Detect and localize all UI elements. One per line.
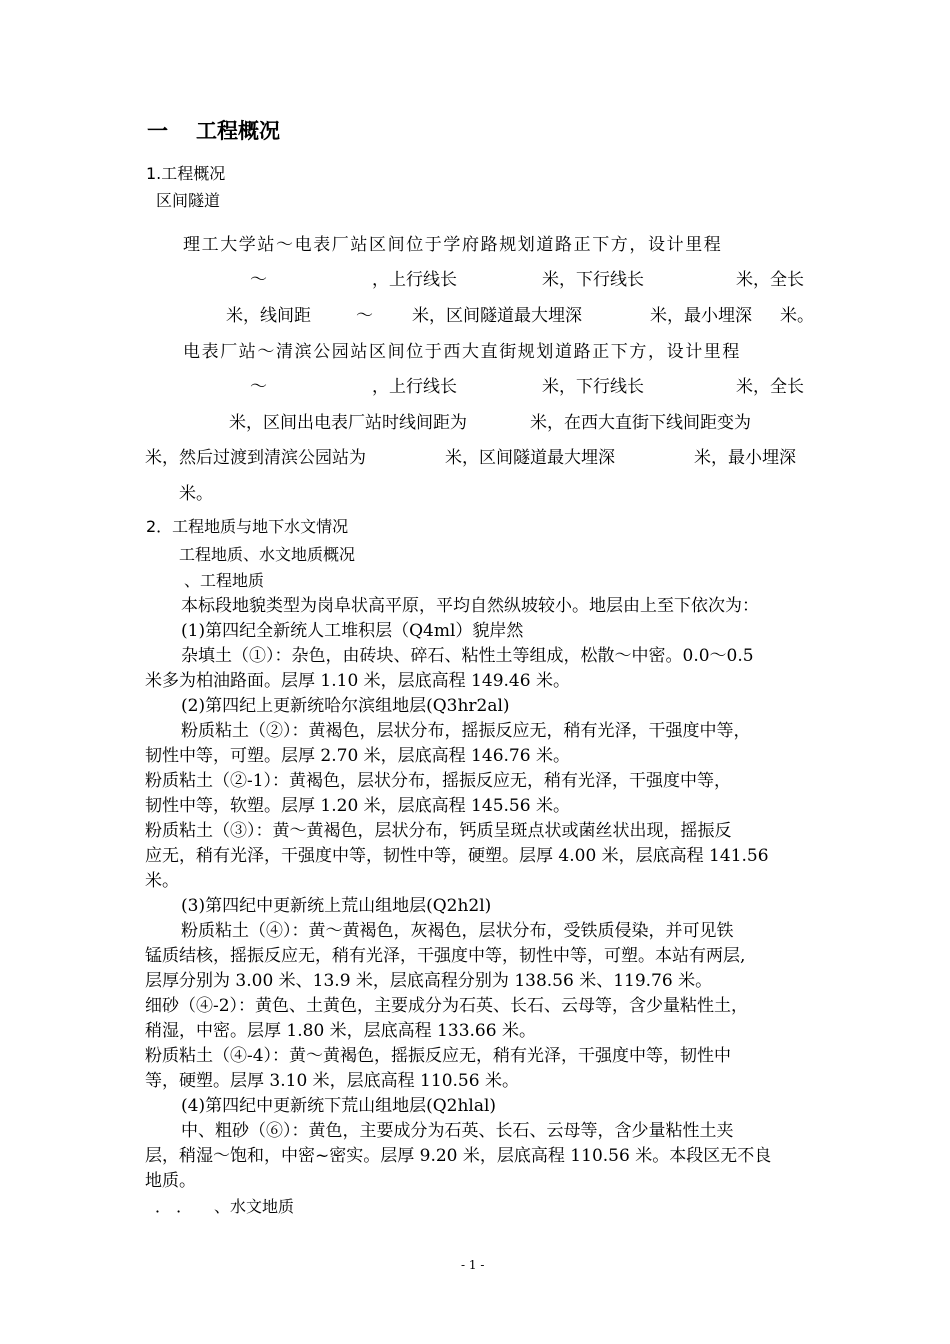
p2-line1: 电表厂站～清滨公园站区间位于西大直街规划道路正下方，设计里程	[183, 342, 741, 362]
p2-line3-change: 米，在西大直街下线间距变为	[530, 413, 751, 433]
geo-line: (3)第四纪中更新统上荒山组地层(Q2h2l)	[181, 896, 492, 916]
geo-line: 层，稍湿～饱和，中密~密实。层厚 9.20 米，层底高程 110.56 米。本段区无不良	[145, 1146, 772, 1166]
p1-line1: 理工大学站～电表厂站区间位于学府路规划道路正下方，设计里程	[183, 235, 723, 255]
geo-line: 细砂（④-2）：黄色、土黄色，主要成分为石英、长石、云母等，含少量粘性土，	[145, 996, 749, 1016]
p2-line2-up: ，上行线长	[372, 377, 457, 397]
geo-line: 米。	[145, 871, 179, 891]
page-number: - 1 -	[461, 1258, 485, 1272]
geo-line: 稍湿，中密。层厚 1.80 米，层底高程 133.66 米。	[145, 1021, 536, 1041]
geo-line: (2)第四纪上更新统哈尔滨组地层(Q3hr2al)	[181, 696, 510, 716]
heading-number: 一	[147, 119, 168, 143]
geo-line: 应无，稍有光泽，干强度中等，韧性中等，硬塑。层厚 4.00 米，层底高程 141.56	[145, 846, 769, 866]
p2-line3-exit: 米，区间出电表厂站时线间距为	[229, 413, 467, 433]
geo-line: 粉质粘土（④）：黄～黄褐色，灰褐色，层状分布，受铁质侵染，并可见铁	[181, 921, 734, 941]
geo-line: 粉质粘土（③）：黄～黄褐色，层状分布，钙质呈斑点状或菌丝状出现，摇振反	[145, 821, 732, 841]
section2-sub1: 工程地质、水文地质概况	[179, 545, 356, 564]
p1-line3-tilde: ～	[356, 306, 373, 326]
geo-line: 粉质粘土（②-1）：黄褐色，层状分布，摇振反应无，稍有光泽，干强度中等，	[145, 771, 732, 791]
section2-title: 2．工程地质与地下水文情况	[146, 517, 349, 536]
p1-line3-spacing: 米，线间距	[226, 306, 311, 326]
p2-line4-max: 米，区间隧道最大埋深	[445, 448, 615, 468]
geo-line: 等，硬塑。层厚 3.10 米，层底高程 110.56 米。	[145, 1071, 519, 1091]
heading-title: 工程概况	[196, 119, 280, 143]
p2-line2-total: 米，全长	[736, 377, 804, 397]
p1-line2-down: 米，下行线长	[542, 270, 644, 290]
geo-line: 韧性中等，软塑。层厚 1.20 米，层底高程 145.56 米。	[145, 796, 570, 816]
p1-line2-up: ，上行线长	[372, 270, 457, 290]
geo-line: 本标段地貌类型为岗阜状高平原，平均自然纵坡较小。地层由上至下依次为：	[181, 596, 759, 616]
p2-line5: 米。	[179, 484, 213, 504]
hydro-title: 、水文地质	[214, 1197, 295, 1216]
geo-line: 中、粗砂（⑥）：黄色，主要成分为石英、长石、云母等，含少量粘性土夹	[181, 1121, 734, 1141]
geo-line: 粉质粘土（②）：黄褐色，层状分布，摇振反应无，稍有光泽，干强度中等，	[181, 721, 751, 741]
p1-line2-tilde: ～	[250, 270, 267, 290]
geo-line: 韧性中等，可塑。层厚 2.70 米，层底高程 146.76 米。	[145, 746, 570, 766]
geo-line: 粉质粘土（④-4）：黄～黄褐色，摇振反应无，稍有光泽，干强度中等，韧性中	[145, 1046, 732, 1066]
geo-line: 层厚分别为 3.00 米、13.9 米，层底高程分别为 138.56 米、119.76 米。	[145, 971, 713, 991]
p1-line3-max: 米，区间隧道最大埋深	[412, 306, 582, 326]
section1-title: 1.工程概况	[146, 164, 226, 183]
geo-line: 地质。	[145, 1171, 196, 1191]
p1-line2-total: 米，全长	[736, 270, 804, 290]
geo-line: 锰质结核，摇振反应无，稍有光泽，干强度中等，韧性中等，可塑。本站有两层,	[145, 946, 746, 966]
p2-line2-down: 米，下行线长	[542, 377, 644, 397]
geo-line: (1)第四纪全新统人工堆积层（Q4ml）貌岸然	[181, 621, 524, 641]
section1-subtitle: 区间隧道	[156, 191, 221, 210]
geo-line: 米多为柏油路面。层厚 1.10 米，层底高程 149.46 米。	[145, 671, 570, 691]
p2-line2-tilde: ～	[250, 377, 267, 397]
p1-line3-min: 米，最小埋深	[650, 306, 752, 326]
p1-line3-end: 米。	[780, 306, 814, 326]
geo-line: (4)第四纪中更新统下荒山组地层(Q2hlal)	[181, 1096, 497, 1116]
p2-line4-min: 米，最小埋深	[694, 448, 796, 468]
geo-line: 杂填土（①）：杂色，由砖块、碎石、粘性土等组成，松散～中密。0.0～0.5	[181, 646, 754, 666]
p2-line4-transition: 米，然后过渡到清滨公园站为	[145, 448, 366, 468]
hydro-numbering: ． ．	[155, 1197, 193, 1216]
section2-sub2: 、工程地质	[184, 571, 265, 590]
